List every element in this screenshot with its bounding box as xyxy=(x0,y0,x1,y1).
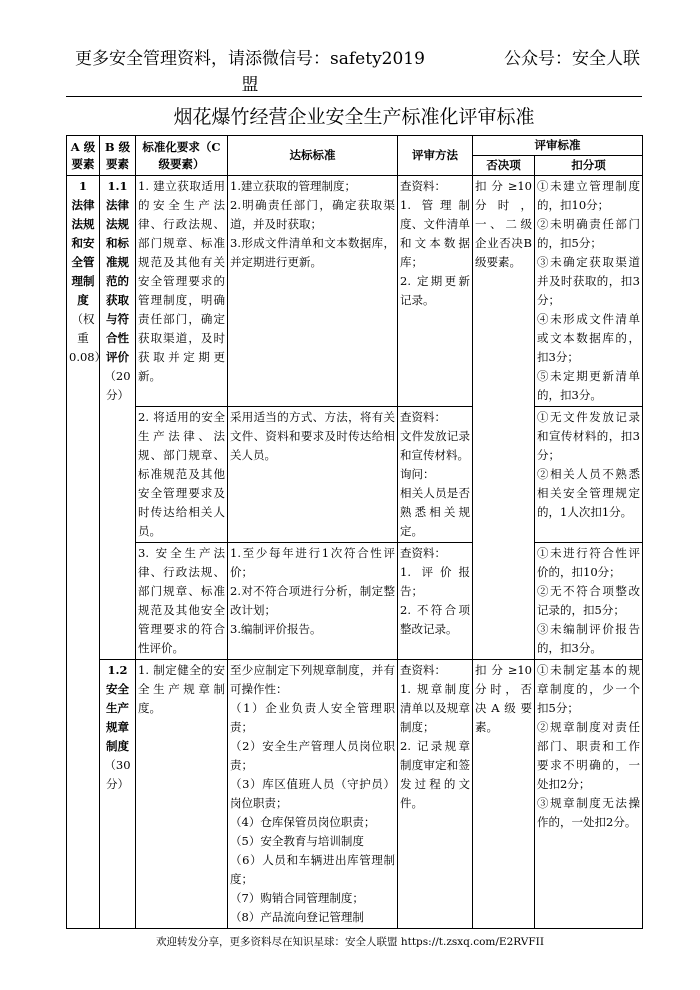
method-cell xyxy=(398,407,473,543)
a-level-weight: （权重0.08） xyxy=(69,312,107,364)
target-line: 至少应制定下列规章制度，并有可操作性： xyxy=(230,663,395,696)
deduct-cell xyxy=(535,660,643,929)
target-cell xyxy=(228,176,398,407)
b-level-score: （20分） xyxy=(104,369,131,402)
method-line: 查资料： xyxy=(400,179,446,193)
b-level-score: （30分） xyxy=(104,758,131,791)
deduct-line: ②相关人员不熟悉相关安全管理规定的，1人次扣1分。 xyxy=(537,467,640,519)
header-b-level: B 级要素 xyxy=(100,136,136,176)
target-cell xyxy=(228,407,398,543)
deduct-cell xyxy=(535,176,643,407)
deduct-line: ⑤未定期更新清单的，扣3分。 xyxy=(537,369,640,402)
deduct-line: ④未形成文件清单或文本数据库的，扣3分； xyxy=(537,312,640,364)
header-criteria: 评审标准 xyxy=(473,136,643,156)
veto-cell: 扣分≥10分时，一、二级企业否决B级要素。 xyxy=(473,176,535,660)
target-line: （1）企业负责人安全管理职责； xyxy=(230,701,395,734)
deduct-line: ③未确定获取渠道并及时获取的，扣3分； xyxy=(537,255,640,307)
method-line: 2. 不符合项整改记录。 xyxy=(400,603,470,636)
b-level-cell xyxy=(100,660,136,929)
target-line: 采用适当的方式、方法，将有关文件、资料和要求及时传达给相关人员。 xyxy=(230,410,395,462)
method-line: 1. 评价报告； xyxy=(400,565,470,598)
header-left-text: 更多安全管理资料，请添微信号：safety2019盟 xyxy=(75,49,425,95)
table-row xyxy=(67,407,643,543)
page-footer: 欢迎转发分享，更多资料尽在知识星球：安全人联盟 https://t.zsxq.com/E2RVFII xyxy=(156,936,544,948)
deduct-line: ①未制定基本的规章制度的，少一个扣5分； xyxy=(537,663,640,715)
deduct-line: ③规章制度无法操作的，一处扣2分。 xyxy=(537,796,640,829)
b-level-cell xyxy=(100,176,136,660)
b-level-number: 1.2 xyxy=(107,663,128,677)
method-line: 相关人员是否熟悉相关规定。 xyxy=(400,486,470,538)
target-line: （7）购销合同管理制度； xyxy=(230,891,364,905)
document-title: 烟花爆竹经营企业安全生产标准化评审标准 xyxy=(173,106,535,128)
target-line: 2.对不符合项进行分析，制定整改计划； xyxy=(230,584,395,617)
target-line: （8）产品流向登记管理制 xyxy=(230,910,364,924)
table-row xyxy=(67,660,643,929)
deduct-cell xyxy=(535,543,643,660)
method-line: 1. 规章制度清单以及规章制度； xyxy=(400,682,470,734)
header-veto: 否决项 xyxy=(473,156,535,176)
method-line: 1. 管理制度、文件清单和文本数据库； xyxy=(400,198,470,269)
header-method: 评审方法 xyxy=(398,136,473,176)
method-line: 查资料： xyxy=(400,546,446,560)
target-line: 2.明确责任部门，确定获取渠道，并及时获取； xyxy=(230,198,395,231)
table-row xyxy=(67,176,643,407)
method-cell xyxy=(398,176,473,407)
b-level-number: 1.1 xyxy=(107,179,128,193)
deduct-line: ③未编制评价报告的，扣3分。 xyxy=(537,622,640,655)
deduct-line: ②未明确责任部门的，扣5分； xyxy=(537,217,640,250)
method-line: 查资料： xyxy=(400,663,446,677)
deduct-cell xyxy=(535,407,643,543)
header-target: 达标标准 xyxy=(228,136,398,176)
standard-req-cell: 3. 安全生产法律、行政法规、部门规章、标准规范及其他安全管理要求的符合性评价。 xyxy=(136,543,228,660)
target-line: （2）安全生产管理人员岗位职责； xyxy=(230,739,395,772)
target-line: （4）仓库保管员岗位职责； xyxy=(230,815,376,829)
method-line: 文件发放记录和宣传材料。 xyxy=(400,429,470,462)
standards-table xyxy=(66,135,643,929)
deduct-line: ①未建立管理制度的，扣10分； xyxy=(537,179,640,212)
target-line: （6）人员和车辆进出库管理制度； xyxy=(230,853,395,886)
table-row xyxy=(67,543,643,660)
standard-req-cell: 2. 将适用的安全生产法律、法规、部门规章、标准规范及其他安全管理要求及时传达给相关人员。 xyxy=(136,407,228,543)
veto-cell: 扣分≥10分时，否决A级要素。 xyxy=(473,660,535,929)
target-line: 1.建立获取的管理制度； xyxy=(230,179,356,193)
method-cell xyxy=(398,543,473,660)
a-level-name: 法律法规和安全管理制度 xyxy=(71,198,95,307)
deduct-line: ②无不符合项整改记录的，扣5分； xyxy=(537,584,640,617)
target-line: （5）安全教育与培训制度 xyxy=(230,834,364,848)
method-line: 2. 记录规章制度审定和签发过程的文件。 xyxy=(400,739,470,810)
header-divider xyxy=(66,96,642,97)
a-level-cell xyxy=(67,176,107,929)
method-line: 查资料： xyxy=(400,410,446,424)
standard-req-cell: 1. 建立获取适用的安全生产法律、行政法规、部门规章、标准规范及其他有关安全管理要求的管理制度，明确责任部门，确定获取渠道，及时获取并定期更新。 xyxy=(136,176,228,407)
target-line: 1.至少每年进行1次符合性评价； xyxy=(230,546,395,579)
deduct-line: ①无文件发放记录和宣传材料的，扣3分； xyxy=(537,410,640,462)
method-line: 2. 定期更新记录。 xyxy=(400,274,470,307)
method-cell xyxy=(398,660,473,929)
deduct-line: ②规章制度对责任部门、职责和工作要求不明确的，一处扣2分； xyxy=(537,720,640,791)
table-header-row xyxy=(67,136,643,156)
target-line: 3.编制评价报告。 xyxy=(230,622,322,636)
deduct-line: ①未进行符合性评价的，扣10分； xyxy=(537,546,640,579)
target-cell xyxy=(228,543,398,660)
standard-req-cell: 1. 制定健全的安全生产规章制度。 xyxy=(136,660,228,929)
target-line: （3）库区值班人员（守护员）岗位职责； xyxy=(230,777,395,810)
target-cell xyxy=(228,660,398,929)
header-a-level: A 级要素 xyxy=(67,136,100,176)
b-level-name: 安全生产规章制度 xyxy=(106,682,129,753)
header-standard-req: 标准化要求（C 级要素） xyxy=(136,136,228,176)
header-right-text: 公众号：安全人联 xyxy=(504,49,640,69)
target-line: 3.形成文件清单和文本数据库，并定期进行更新。 xyxy=(230,236,395,269)
b-level-name: 法律法规和标准规范的获取与符合性评价 xyxy=(106,198,129,364)
a-level-number: 1 xyxy=(78,179,87,193)
header-deduct: 扣分项 xyxy=(535,156,643,176)
method-line: 询问： xyxy=(400,467,435,481)
